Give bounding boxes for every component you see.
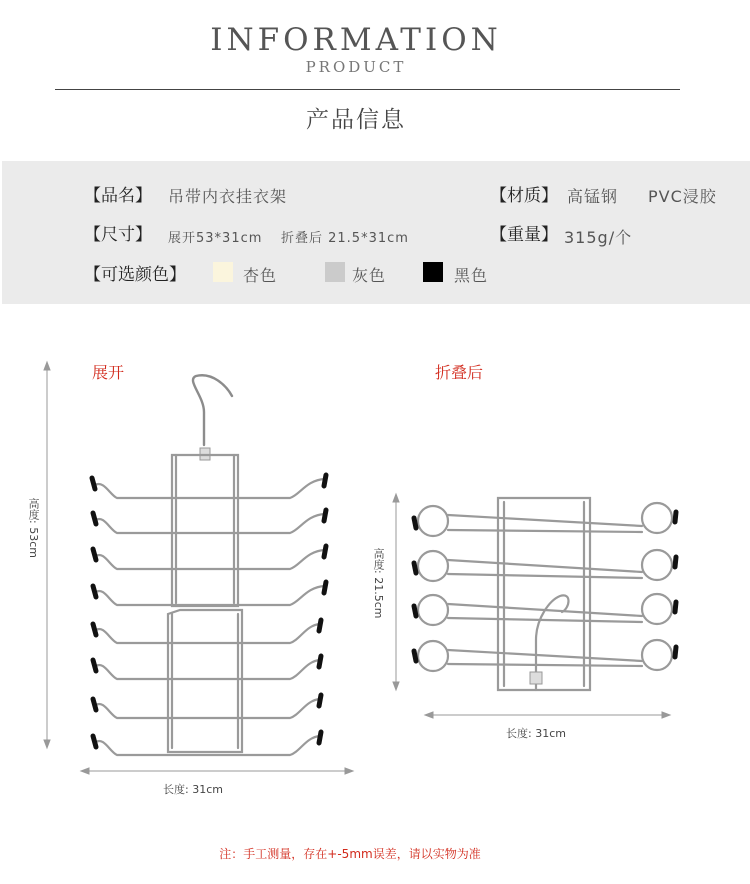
material-value-pvc: PVC浸胶 (648, 187, 717, 206)
weight-label: 【重量】 (490, 225, 558, 245)
folded-label: 折叠后 (435, 363, 484, 382)
color-label: 【可选颜色】 (84, 265, 186, 285)
color-name-apricot: 杏色 (243, 266, 278, 285)
unfolded-width-dimension-line (81, 768, 353, 774)
unfolded-width-text: 长度: 31cm (163, 783, 223, 796)
unfolded-hanger-image (92, 375, 326, 755)
size-value-folded: 折叠后 21.5*31cm (281, 231, 409, 246)
folded-height-text: 高度: 21.5cm (372, 548, 385, 619)
weight-value: 315g/个 (564, 228, 633, 247)
unfolded-height-dimension-line (44, 362, 50, 748)
page-title-english: INFORMATION (210, 22, 502, 58)
page-subtitle-english: PRODUCT (305, 58, 407, 76)
unfolded-height-text: 高度: 53cm (27, 498, 40, 558)
size-value-unfolded: 展开53*31cm (168, 231, 263, 246)
page-title-chinese: 产品信息 (306, 107, 406, 133)
folded-height-dimension-line (393, 494, 399, 690)
color-name-gray: 灰色 (352, 266, 387, 285)
material-value-steel: 高锰钢 (567, 187, 619, 206)
name-value: 吊带内衣挂衣架 (168, 187, 288, 206)
folded-hanger-image (414, 498, 676, 690)
name-label: 【品名】 (84, 186, 152, 206)
folded-width-dimension-line (425, 712, 670, 718)
folded-width-text: 长度: 31cm (506, 727, 566, 740)
color-name-black: 黑色 (454, 266, 489, 285)
unfolded-label: 展开 (92, 363, 125, 382)
measurement-note: 注：手工测量，存在+-5mm误差，请以实物为准 (219, 847, 481, 861)
material-label: 【材质】 (490, 186, 558, 206)
size-label: 【尺寸】 (84, 225, 152, 245)
